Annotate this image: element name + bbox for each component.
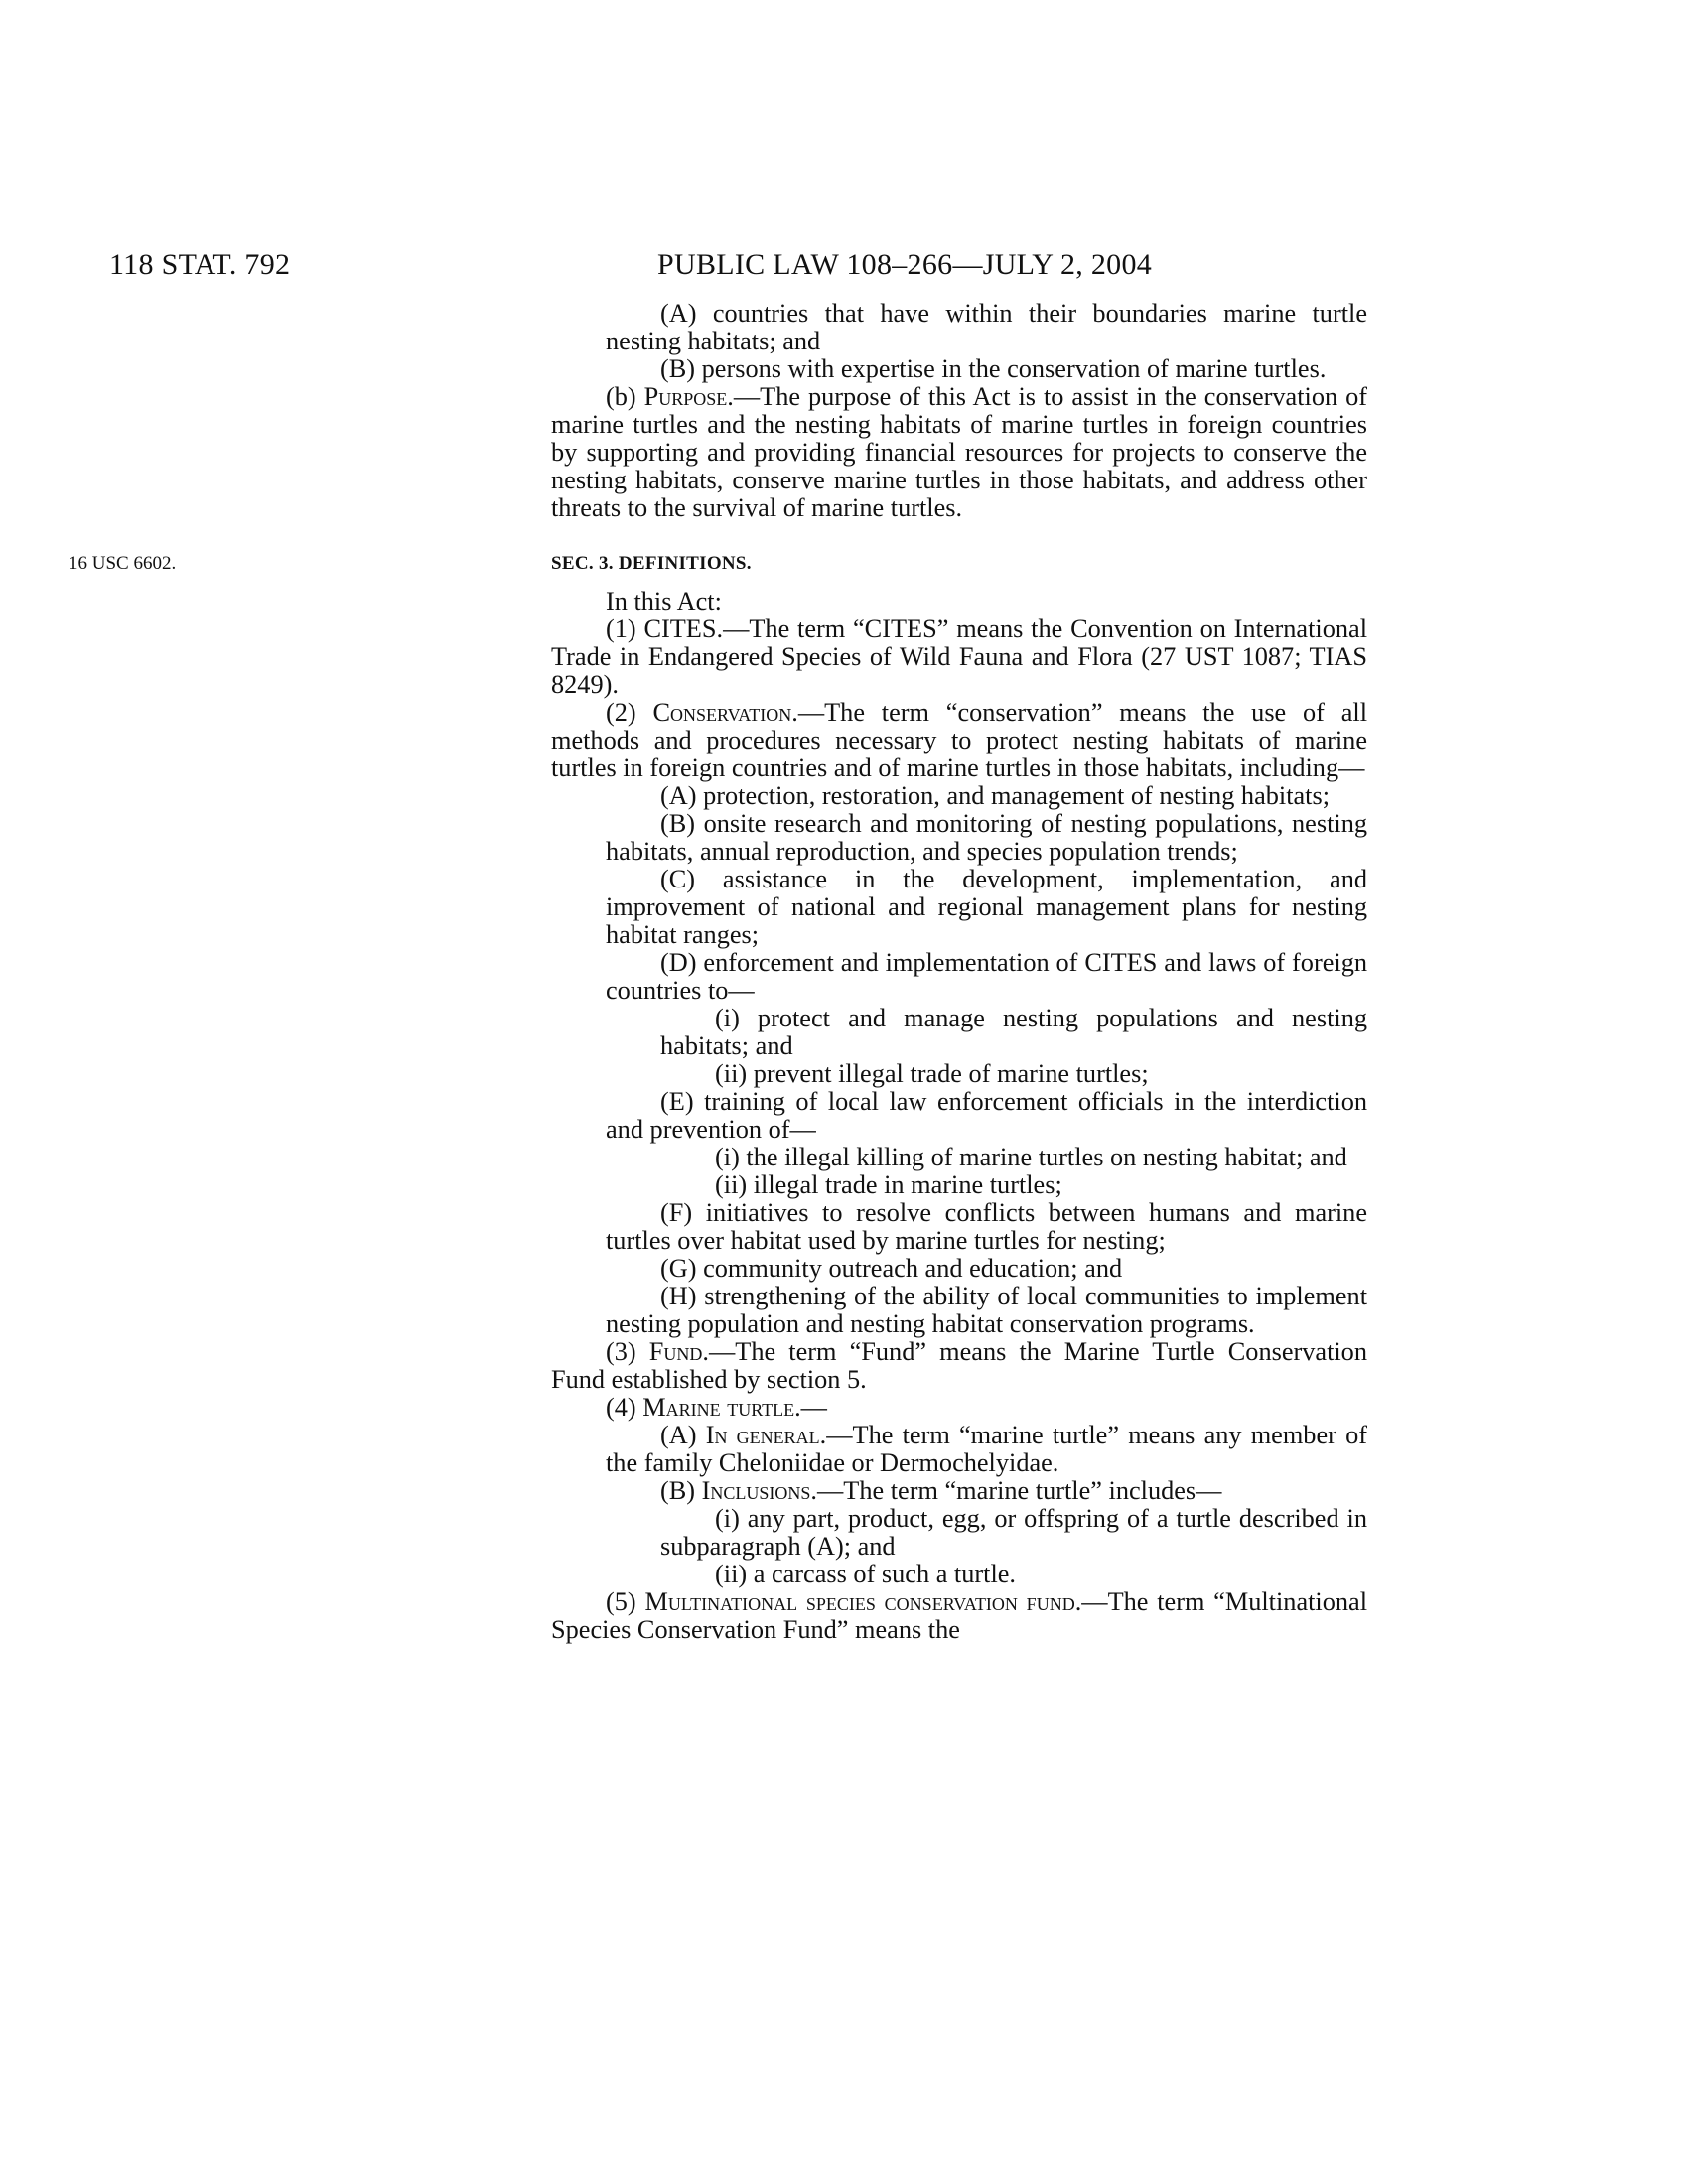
definition-2-e: (E) training of local law enforcement officials in the interdiction and prevention of— [606, 1087, 1367, 1144]
section-3-heading-row [69, 547, 1367, 578]
document-body [69, 299, 1367, 1644]
definition-2-d-ii: (ii) prevent illegal trade of marine turtles; [715, 1059, 1149, 1088]
d2-heading: Conservation [652, 698, 792, 727]
paragraph-a-item-b: (B) persons with expertise in the conservation of marine turtles. [660, 354, 1327, 383]
purpose-heading: Purpose [643, 382, 728, 411]
definition-4-b-i: (i) any part, product, egg, or offspring of a turtle described in subparagraph (A); and [660, 1504, 1367, 1561]
definition-5-multinational-fund [551, 1588, 1367, 1644]
margin-citation: 16 USC 6602. [69, 553, 177, 574]
definition-4-b [551, 1477, 1367, 1505]
definition-4-b-ii: (ii) a carcass of such a turtle. [715, 1560, 1017, 1588]
definition-2-c: (C) assistance in the development, implementation, and improvement of national and regional management plans for nesting habitat ranges; [606, 865, 1367, 949]
definition-1-cites: (1) CITES.—The term “CITES” means the Convention on International Trade in Endangered Species of Wild Fauna and Flora (27 UST 1087; TIAS 8249). [551, 614, 1367, 699]
d2-text: .—The term “conservation” means the use of all methods and procedures necessary to protect nesting habitats of marine turtles in foreign countries and of marine turtles in those habitats, including— [551, 698, 1367, 782]
d4-b-text: .—The term “marine turtle” includes— [810, 1476, 1222, 1505]
d3-text: .—The term “Fund” means the Marine Turtle Conservation Fund established by section 5. [551, 1337, 1367, 1394]
d4-b-heading: Inclusions [701, 1476, 811, 1505]
statute-page-number: 118 STAT. 792 [109, 248, 291, 281]
purpose-text: .—The purpose of this Act is to assist in the conservation of marine turtles and the nesting habitats of marine turtles in foreign countries by supporting and providing financial resources for projects to conserve the nesting habitats, conserve marine turtles in those habitats, and address other threats to the survival of marine turtles. [551, 382, 1367, 522]
d5-text: .—The term “Multinational Species Conservation Fund” means the [551, 1587, 1367, 1644]
definition-2-conservation [551, 699, 1367, 782]
definition-2-e-ii: (ii) illegal trade in marine turtles; [715, 1170, 1062, 1199]
definition-2-d-i: (i) protect and manage nesting populations and nesting habitats; and [660, 1004, 1367, 1060]
definition-2-d: (D) enforcement and implementation of CITES and laws of foreign countries to— [606, 948, 1367, 1005]
purpose-number: (b) [606, 382, 644, 411]
definition-2-a: (A) protection, restoration, and management of nesting habitats; [660, 781, 1331, 810]
d5-heading: Multinational species conservation fund [644, 1587, 1075, 1616]
definition-2-f: (F) initiatives to resolve conflicts between humans and marine turtles over habitat used by marine turtles for nesting; [606, 1198, 1367, 1255]
definition-2-g: (G) community outreach and education; and [660, 1254, 1123, 1283]
d4-a-text: .—The term “marine turtle” means any member of the family Cheloniidae or Dermochelyidae. [606, 1421, 1367, 1477]
d4-b-number: (B) [660, 1476, 702, 1505]
d4-a-heading: In general [705, 1421, 820, 1449]
paragraph-a-item-a: (A) countries that have within their boundaries marine turtle nesting habitats; and [606, 299, 1367, 355]
definition-2-b: (B) onsite research and monitoring of nesting populations, nesting habitats, annual reproduction, and species population trends; [606, 809, 1367, 866]
section-3-body [551, 588, 1367, 1644]
definition-4-marine-turtle [551, 1394, 1367, 1422]
running-head-title: PUBLIC LAW 108–266—JULY 2, 2004 [657, 248, 1153, 281]
d3-heading: Fund [648, 1337, 703, 1366]
section-heading: SEC. 3. DEFINITIONS. [551, 553, 752, 574]
d5-number: (5) [606, 1587, 645, 1616]
definition-4-a [551, 1422, 1367, 1477]
d2-number: (2) [606, 698, 653, 727]
definitions-intro: In this Act: [606, 587, 722, 615]
definition-3-fund [551, 1338, 1367, 1394]
definition-2-h: (H) strengthening of the ability of local communities to implement nesting population and nesting habitat conservation programs. [606, 1282, 1367, 1338]
d4-heading: Marine turtle [642, 1393, 795, 1422]
d4-a-number: (A) [660, 1421, 706, 1449]
d3-number: (3) [606, 1337, 649, 1366]
d4-text: .— [794, 1393, 827, 1422]
definition-2-e-i: (i) the illegal killing of marine turtles on nesting habitat; and [715, 1143, 1347, 1171]
subsection-b-purpose [551, 383, 1367, 522]
d4-number: (4) [606, 1393, 643, 1422]
